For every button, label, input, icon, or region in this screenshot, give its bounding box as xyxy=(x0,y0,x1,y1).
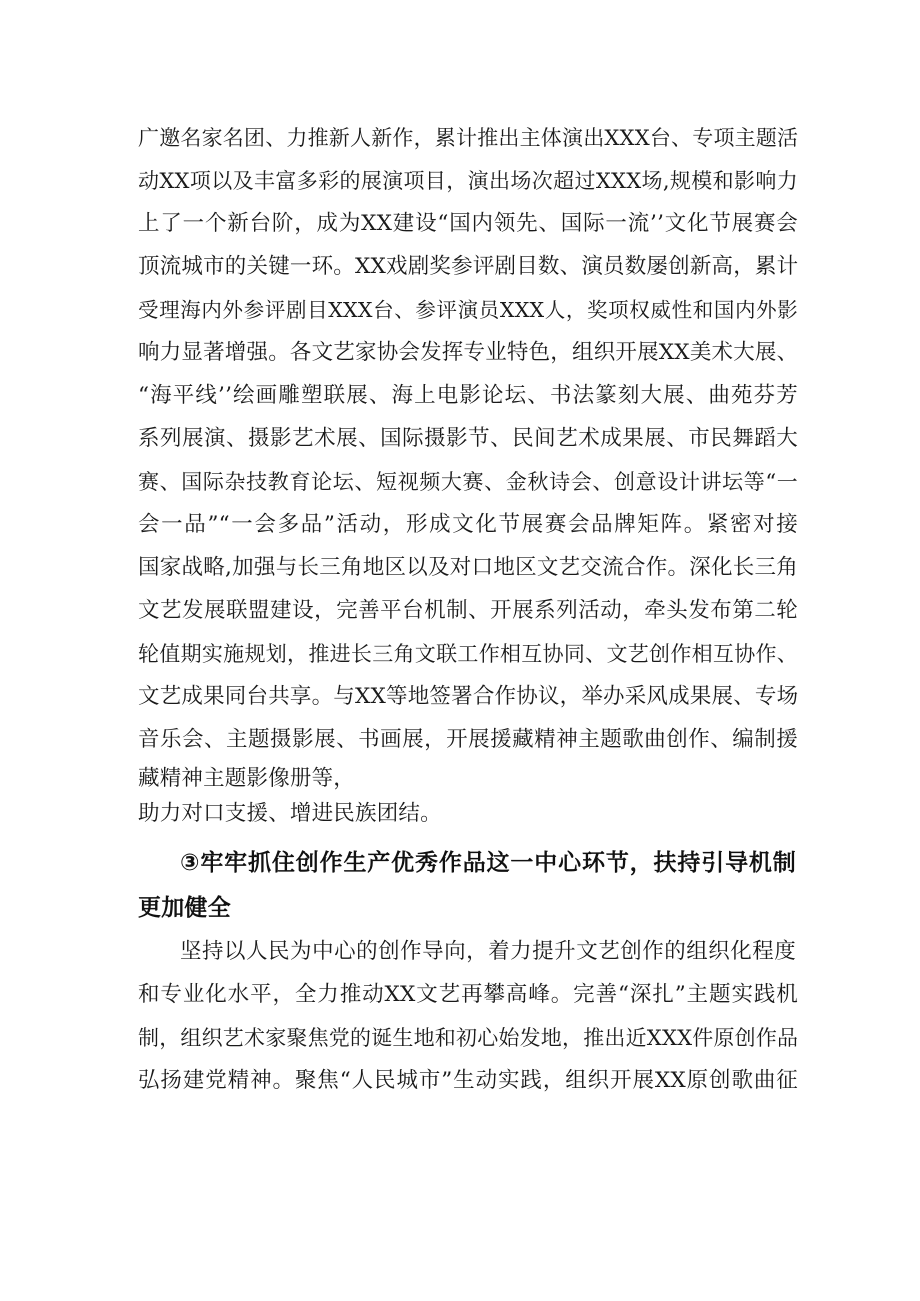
body-text-line: 制，组织艺术家聚焦党的诞生地和初心始发地，推出近XXX件原创作品 xyxy=(138,1026,799,1050)
body-text-line: 弘扬建党精神。聚焦“人民城市”生动实践，组织开展XX原创歌曲征 xyxy=(138,1068,798,1093)
body-text-line: 音乐会、主题摄影展、书画展，开展援藏精神主题歌曲创作、编制援 xyxy=(138,727,798,752)
body-text-line: 会一品”“一会多品”活动，形成文化节展赛会品牌矩阵。紧密对接 xyxy=(138,512,798,537)
body-text-line: 受理海内外参评剧目XXX台、参评演员XXX人，奖项权威性和国内外影 xyxy=(138,298,798,322)
body-text-line: “海平线’’绘画雕塑联展、海上电影论坛、书法篆刻大展、曲苑芬芳 xyxy=(138,383,798,408)
body-text-line: 顶流城市的关键一环。XX戏剧奖参评剧目数、演员数屡创新高，累计 xyxy=(138,254,799,279)
section-heading: ③牢牢抓住创作生产优秀作品这一中心环节，扶持引导机制 xyxy=(180,850,796,876)
body-text-line: 系列展演、摄影艺术展、国际摄影节、民间艺术成果展、市民舞蹈大 xyxy=(138,426,798,451)
body-text-line: 赛、国际杂技教育论坛、短视频大赛、金秋诗会、创意设计讲坛等“一 xyxy=(138,470,798,494)
body-text-line: 动XX项以及丰富多彩的展演项目，演出场次超过XXX场,规模和影响力 xyxy=(138,169,798,193)
body-text-line: 上了一个新台阶，成为XX建设“国内领先、国际一流’’文化节展赛会 xyxy=(138,211,798,236)
body-text-line: 文艺成果同台共享。与XX等地签署合作协议，举办采风成果展、专场 xyxy=(138,684,799,709)
body-text-line: 助力对口支援、增进民族团结。 xyxy=(138,801,442,826)
body-text-line: 响力显著增强。各文艺家协会发挥专业特色，组织开展XX美术大展、 xyxy=(138,340,799,365)
section-heading: 更加健全 xyxy=(138,895,231,921)
body-text-line: 和专业化水平，全力推动XX文艺再攀高峰。完善“深扎”主题实践机 xyxy=(138,982,798,1007)
body-text-line: 轮值期实施规划，推进长三角文联工作相互协同、文艺创作相互协作、 xyxy=(138,642,798,666)
body-text-line: 国家战略,加强与长三角地区以及对口地区文艺交流合作。深化长三角 xyxy=(138,555,798,580)
body-text-line: 广邀名家名团、力推新人新作，累计推出主体演出XXX台、专项主题活 xyxy=(138,126,799,150)
body-text-line: 文艺发展联盟建设，完善平台机制、开展系列活动，牵头发布第二轮 xyxy=(138,598,798,623)
body-text-line: 坚持以人民为中心的创作导向，着力提升文艺创作的组织化程度 xyxy=(180,939,796,964)
body-text-line: 藏精神主题影像册等， xyxy=(138,766,356,791)
